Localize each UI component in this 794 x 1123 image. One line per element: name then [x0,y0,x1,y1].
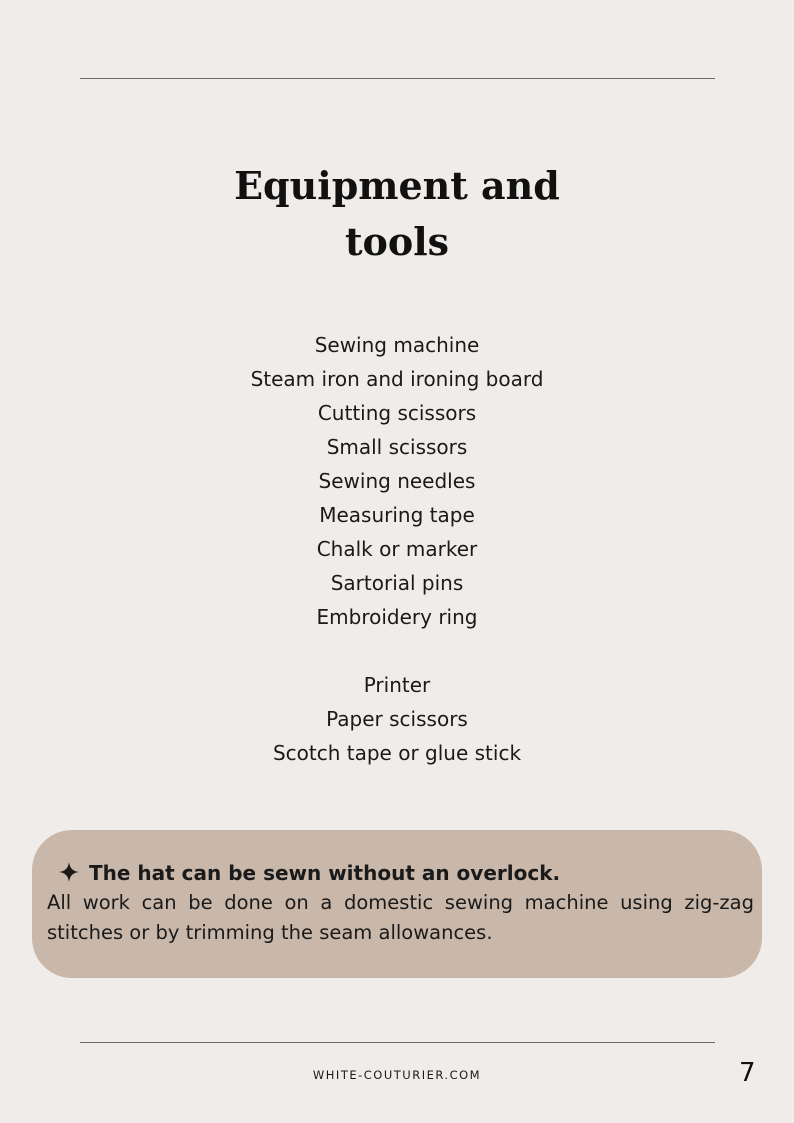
footer-website: WHITE-COUTURIER.COM [312,1068,482,1082]
list-item: Printer [363,673,431,697]
callout-body-text: All work can be done on a domestic sewing machine using zig-zag stitches or by trimming the seam allowances. [47,891,754,944]
top-divider [80,78,715,79]
overlock-note-callout [32,830,762,978]
list-item: Cutting scissors [317,401,477,425]
sparkle-icon [59,858,81,888]
callout-heading [47,858,754,888]
list-item: Embroidery ring [316,605,478,629]
list-item: Paper scissors [326,707,468,731]
list-item: Sartorial pins [330,571,464,595]
list-item: Sewing needles [318,469,476,493]
list-item: Sewing machine [314,333,480,357]
page-title [0,158,794,270]
equipment-list [0,328,794,634]
list-item: Scotch tape or glue stick [272,741,522,765]
list-item: Small scissors [326,435,468,459]
list-item: Chalk or marker [316,537,478,561]
page-number: 7 [739,1058,756,1088]
paper-tools-list [0,668,794,770]
page-title-line-1: Equipment and [234,163,560,208]
list-item: Measuring tape [319,503,475,527]
list-item: Steam iron and ironing board [250,367,544,391]
bottom-divider [80,1042,715,1043]
page-title-line-2: tools [344,219,450,264]
callout-heading-text: The hat can be sewn without an overlock. [89,861,561,885]
